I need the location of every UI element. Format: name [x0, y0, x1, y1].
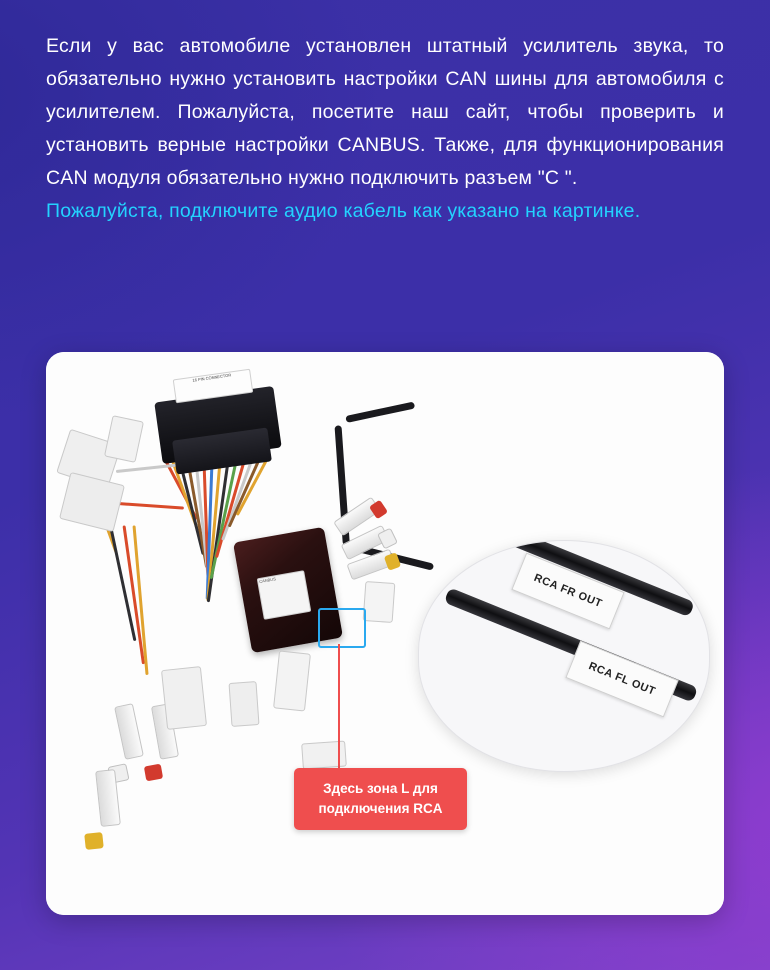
white-connector-3 — [104, 415, 144, 463]
wiring-harness-photo — [46, 352, 724, 915]
white-connector-4 — [161, 666, 207, 730]
tag-rca-fl-out: RCA FL OUT — [565, 641, 678, 718]
paragraph-main: Если у вас автомобиле установлен штатный усилитель звука, то обязательно нужно установить настройки CAN шины для автомобиля с усилителем. Пожалуйста, посетите наш сайт, чтобы проверить и установить верные настройки CANBUS. Также, для функционирования CAN модуля обязательно нужно подключить разъем "C ". — [46, 35, 724, 189]
rca-body-bottom-white — [114, 703, 144, 760]
text-content — [0, 0, 770, 228]
rca-tip-bottom-red — [144, 764, 163, 782]
white-connector-5 — [273, 650, 311, 711]
white-connector-8 — [363, 581, 396, 623]
zoom-bubble — [418, 540, 710, 772]
rca-zone-highlight-box — [318, 608, 366, 648]
wire-left-2 — [118, 502, 184, 510]
white-connector-2 — [59, 472, 125, 532]
main-connector-label: 16 PIN CONNECTOR — [173, 369, 254, 404]
paragraph-highlight: Пожалуйста, подключите аудио кабель как указано на картинке. — [46, 200, 641, 222]
figure-card — [46, 352, 724, 915]
white-connector-7 — [228, 681, 259, 727]
wire-left-1 — [116, 464, 176, 473]
tag-rca-fr-out: RCA FR OUT — [511, 553, 624, 630]
canbus-box-label: CANBUS — [257, 570, 312, 620]
rca-tip-bottom-yellow — [84, 832, 104, 850]
callout-leader-line — [338, 644, 340, 772]
callout-rca-zone: Здесь зона L для подключения RCA — [294, 768, 467, 830]
cable-black-top — [345, 402, 415, 423]
